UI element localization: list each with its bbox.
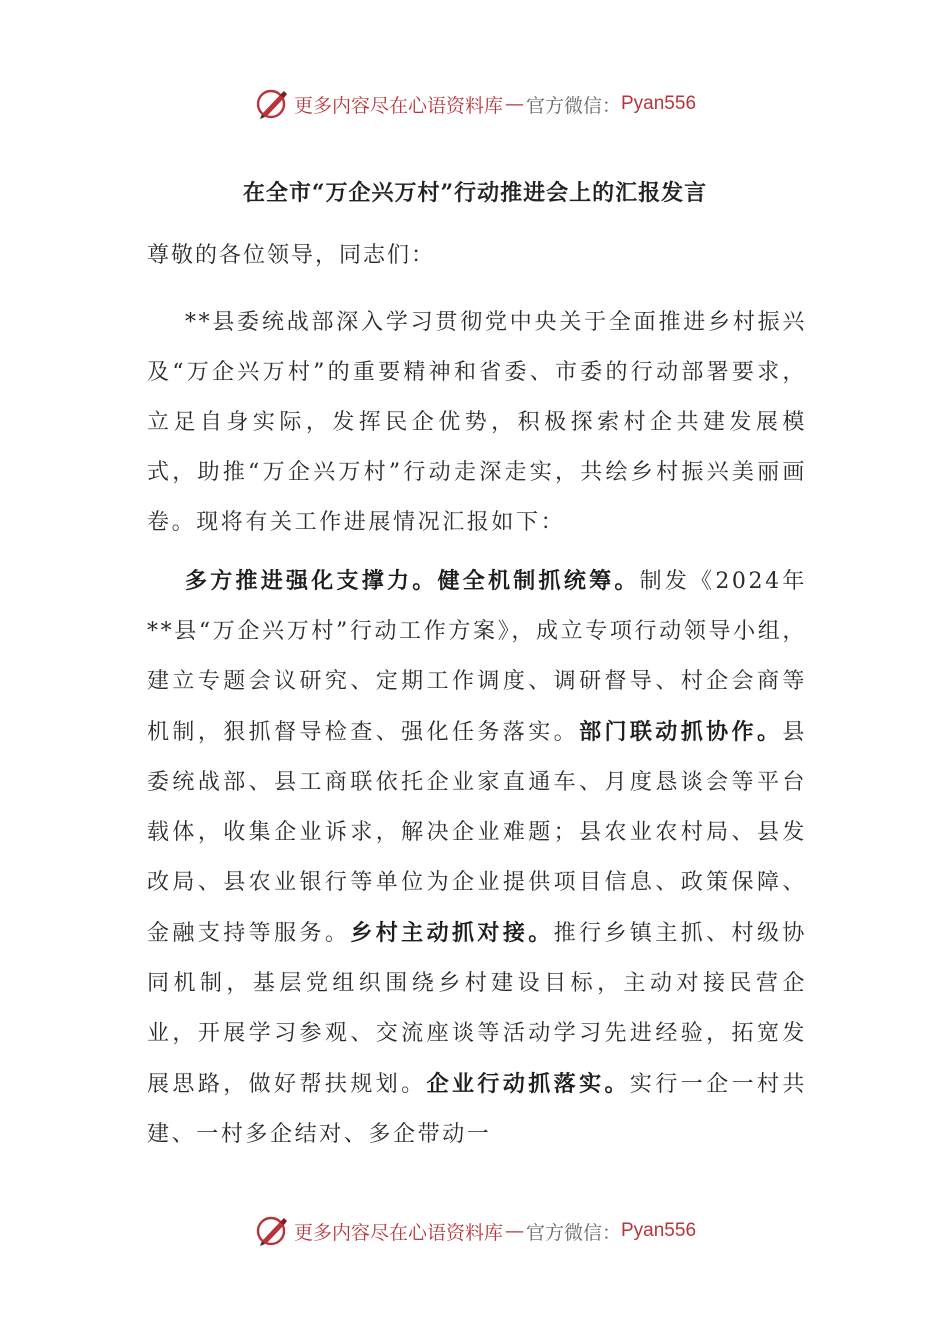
banner-wechat-id: Pyan556 [621, 1220, 697, 1241]
subheading-mechanism: 健全机制抓统筹。 [437, 568, 640, 594]
pen-logo-icon [254, 86, 290, 122]
text-villages: 推行乡镇主抓、村级协同机制，基层党组织围绕乡村建设目标，主动对接民营企业，开展学习参观、交流座谈等活动学习先进经验，拓宽发展思路，做好帮扶规划。 [147, 921, 807, 1097]
text-departments: 县委统战部、县工商联依托企业家直通车、月度恳谈会等平台载体，收集企业诉求，解决企业难题；县农业农村局、县发改局、县农业银行等单位为企业提供项目信息、政策保障、金融支持等服务。 [147, 720, 807, 946]
document-title: 在全市“万企兴万村”行动推进会上的汇报发言 [242, 180, 708, 206]
banner-red-text: 更多内容尽在心语资料库 [293, 1221, 503, 1244]
text-mechanism: 制发《2024年**县“万企兴万村”行动工作方案》，成立专项行动领导小组，建立专题会议研究、定期工作调度、调研督导、村企会商等机制，狠抓督导检查、强化任务落实。 [147, 569, 807, 745]
header-watermark-banner [0, 84, 950, 124]
footer-watermark-banner [0, 1211, 950, 1251]
banner-dash: — [504, 1220, 524, 1242]
salutation: 尊敬的各位领导，同志们： [147, 243, 436, 268]
banner-gray-text: 官方微信： [525, 94, 621, 117]
subheading-enterprises: 企业行动抓落实。 [426, 1071, 630, 1097]
section-heading: 多方推进强化支撑力。 [185, 568, 438, 594]
banner-red-text: 更多内容尽在心语资料库 [293, 94, 503, 117]
banner-gray-text: 官方微信： [525, 1221, 621, 1244]
subheading-villages: 乡村主动抓对接。 [350, 920, 554, 946]
text-enterprises: 实行一企一村共建、一村多企结对、多企带动一 [147, 1072, 807, 1147]
subheading-departments: 部门联动抓协作。 [579, 719, 783, 745]
banner-wechat-id: Pyan556 [621, 93, 697, 114]
pen-logo-icon [254, 1213, 290, 1249]
paragraph-support [147, 556, 807, 1160]
paragraph-intro: **县委统战部深入学习贯彻党中央关于全面推进乡村振兴及“万企兴万村”的重要精神和省委、市委的行动部署要求，立足自身实际，发挥民企优势，积极探索村企共建发展模式，助推“万企兴万村”行动走深走实，共绘乡村振兴美丽画卷。现将有关工作进展情况汇报如下： [147, 310, 807, 535]
banner-dash: — [504, 93, 524, 115]
